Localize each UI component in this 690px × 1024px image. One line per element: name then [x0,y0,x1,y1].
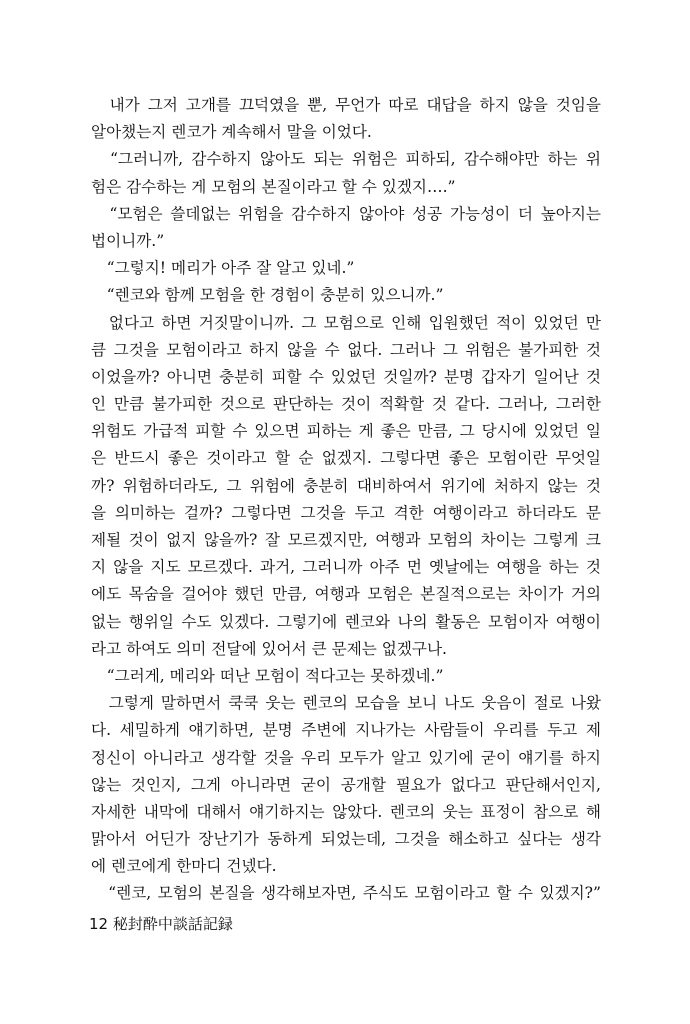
book-title: 秘封酔中談話記録 [112,915,233,933]
text-line: 맑아서 어딘가 장난기가 동하게 되었는데, 그것을 해소하고 싶다는 생각 [91,830,601,849]
text-line: 까? 위험하더라도, 그 위험에 충분히 대비하여서 위기에 처하지 않는 것 [91,476,601,495]
text-line: 험은 감수하는 게 모험의 본질이라고 할 수 있겠지….” [91,177,456,196]
text-line: 에도 목숨을 걸어야 했던 만큼, 여행과 모험은 본질적으로는 차이가 거의 [91,585,601,604]
text-line: “모험은 쓸데없는 위험을 감수하지 않아야 성공 가능성이 더 높아지는 [91,204,601,223]
text-line: 그렇게 말하면서 쿡쿡 웃는 렌코의 모습을 보니 나도 웃음이 절로 나왔 [91,694,601,713]
text-line: “렌코, 모험의 본질을 생각해보자면, 주식도 모험이라고 할 수 있겠지?” [91,884,601,903]
text-line: 이었을까? 아니면 충분히 피할 수 있었던 것일까? 분명 갑자기 일어난 것 [91,367,601,386]
body-text [91,92,601,908]
text-line: 에 렌코에게 한마디 건넸다. [91,857,277,876]
text-line: “그렇지! 메리가 아주 잘 알고 있네.” [91,259,355,278]
text-line: “렌코와 함께 모험을 한 경험이 충분히 있으니까.” [91,286,444,305]
text-line: 않는 것인지, 그게 아니라면 굳이 공개할 필요가 없다고 판단해서인지, [91,775,601,794]
text-line: 을 의미하는 걸까? 그렇다면 그것을 두고 격한 여행이라고 하더라도 문 [91,503,601,522]
text-line: 인 만큼 불가피한 것으로 판단하는 것이 적확할 것 같다. 그러나, 그러한 [91,395,601,414]
text-line: 내가 그저 고개를 끄덕였을 뿐, 무언가 따로 대답을 하지 않을 것임을 [91,96,601,114]
text-line: “그러니까, 감수하지 않아도 되는 위험은 피하되, 감수해야만 하는 위 [91,150,601,169]
text-line: 다. 세밀하게 얘기하면, 분명 주변에 지나가는 사람들이 우리를 두고 제 [91,721,601,740]
text-line: 큼 그것을 모험이라고 하지 않을 수 없다. 그러나 그 위험은 불가피한 것 [91,340,601,359]
text-line: 은 반드시 좋은 것이라고 할 순 없겠지. 그렇다면 좋은 모험이란 무엇일 [91,449,601,468]
text-line: 알아챘는지 렌코가 계속해서 말을 이었다. [91,123,372,142]
text-line: 정신이 아니라고 생각할 것을 우리 모두가 알고 있기에 굳이 얘기를 하지 [91,748,601,767]
text-line: 없는 행위일 수도 있겠다. 그렇기에 렌코와 나의 활동은 모험이자 여행이 [91,612,601,631]
text-line: 자세한 내막에 대해서 얘기하지는 않았다. 렌코의 웃는 표정이 참으로 해 [91,802,601,821]
page-number: 12 [89,915,109,933]
text-line: 위험도 가급적 피할 수 있으면 피하는 게 좋은 만큼, 그 당시에 있었던 일 [91,422,601,441]
text-line: 제될 것이 없지 않을까? 잘 모르겠지만, 여행과 모험의 차이는 그렇게 크 [91,531,601,549]
text-line: 지 않을 지도 모르겠다. 과거, 그러니까 아주 먼 옛날에는 여행을 하는 것 [91,558,601,577]
text-line: 법이니까.” [91,231,165,250]
page-footer [89,913,233,934]
text-line: 없다고 하면 거짓말이니까. 그 모험으로 인해 입원했던 적이 있었던 만 [91,313,601,332]
text-line: 라고 하여도 의미 전달에 있어서 큰 문제는 없겠구나. [91,639,447,658]
text-line: “그러게, 메리와 떠난 모험이 적다고는 못하겠네.” [91,666,444,685]
